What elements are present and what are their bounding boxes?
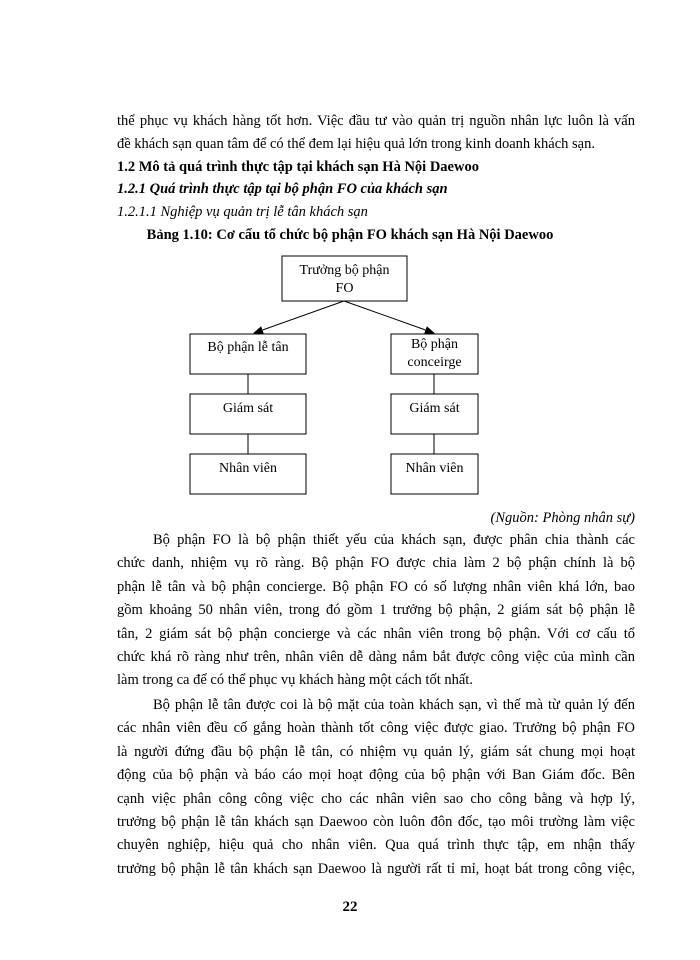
intro-line-2: đề khách sạn quan tâm để có thể đem lại hiệu quả lớn trong kinh doanh khách sạn. (117, 136, 595, 153)
org-box-supervisor-right (391, 394, 478, 434)
para2-line-3: là người đứng đầu bộ phận lễ tân, có nhiệm vụ quản lý, giám sát chung mọi hoạt (117, 743, 635, 760)
para2-line-7: chuyên nghiệp, hiệu quả cho nhân viên. Qua quá trình thực tập, em nhận thấy (117, 837, 635, 854)
para2-line-5: cạnh việc phân công công việc cho các nhân viên sao cho công bằng và hợp lý, (117, 790, 635, 807)
intro-line-1: thể phục vụ khách hàng tốt hơn. Việc đầu tư vào quản trị nguồn nhân lực luôn là vấn (117, 113, 635, 129)
para2-line-6: trưởng bộ phận lễ tân khách sạn Daewoo còn luôn đôn đốc, tạo môi trường làm việc (117, 814, 635, 831)
org-box-reception-line-1: Bộ phận lễ tân (207, 340, 289, 355)
body-paragraph-2 (117, 694, 635, 881)
org-box-fo-head (282, 256, 407, 301)
org-box-staff-left (190, 454, 306, 494)
org-arrow-to-reception (254, 301, 344, 333)
para1-line-2: chức danh, nhiệm vụ rõ ràng. Bộ phận FO được chia làm 2 bộ phận chính là bộ (117, 555, 635, 572)
table-source: (Nguồn: Phòng nhân sự) (490, 510, 635, 526)
org-box-staff-left-label: Nhân viên (219, 461, 277, 476)
body-paragraph-1 (117, 529, 635, 693)
para2-line-2: các nhân viên đều cố gắng hoàn thành tốt công việc được giao. Trưởng bộ phận FO (117, 720, 635, 737)
org-box-staff-right (391, 454, 478, 494)
org-box-supervisor-left-label: Giám sát (222, 401, 274, 416)
org-box-supervisor-right-label: Giám sát (409, 401, 460, 416)
para1-line-1: Bộ phận FO là bộ phận thiết yếu của khách sạn, được phân chia thành các (153, 532, 635, 548)
org-box-concierge-line-2: conceirge (407, 355, 462, 370)
org-box-reception (190, 334, 306, 374)
para1-line-3: phận lễ tân và bộ phận concierge. Bộ phận FO có số lượng nhân viên khá lớn, bao (117, 578, 635, 595)
para2-line-4: động của bộ phận và báo cáo mọi hoạt động của bộ phận với Ban Giám đốc. Bên (117, 767, 635, 784)
table-caption: Bảng 1.10: Cơ cấu tổ chức bộ phận FO khách sạn Hà Nội Daewoo (146, 227, 554, 243)
org-box-supervisor-left (190, 394, 306, 434)
page-number: 22 (342, 899, 358, 915)
para1-line-5: tân, 2 giám sát bộ phận concierge và các nhân viên trong bộ phận. Với cơ cấu tổ (117, 625, 635, 642)
para1-line-6: chức khá rõ ràng như trên, nhân viên dễ dàng nắm bắt được công việc của mình cần (117, 649, 635, 666)
para1-line-7: làm trong ca để có thể phục vụ khách hàng một cách tốt nhất. (117, 672, 473, 689)
org-box-staff-right-label: Nhân viên (405, 461, 464, 476)
para2-line-8: trưởng bộ phận lễ tân khách sạn Daewoo là người rất tỉ mỉ, hoạt bát trong công việc, (117, 860, 635, 877)
org-arrow-to-concierge (344, 301, 434, 333)
section-heading-1-2-1: 1.2.1 Quá trình thực tập tại bộ phận FO của khách sạn (117, 181, 448, 197)
section-heading-1-2-1-1: 1.2.1.1 Nghiệp vụ quản trị lễ tân khách sạn (117, 204, 368, 220)
section-heading-1-2: 1.2 Mô tả quá trình thực tập tại khách sạn Hà Nội Daewoo (117, 159, 479, 175)
org-box-concierge-line-1: Bộ phận (410, 337, 459, 352)
para1-line-4: gồm khoảng 50 nhân viên, trong đó gồm 1 trưởng bộ phận, 2 giám sát bộ phận lễ (117, 602, 635, 619)
org-box-fo-head-line-1: Trưởng bộ phận (299, 263, 390, 278)
org-box-fo-head-line-2: FO (335, 281, 354, 296)
org-box-concierge (391, 334, 478, 374)
para2-line-1: Bộ phận lễ tân được coi là bộ mặt của toàn khách sạn, vì thế mà từ quản lý đến (153, 697, 635, 713)
